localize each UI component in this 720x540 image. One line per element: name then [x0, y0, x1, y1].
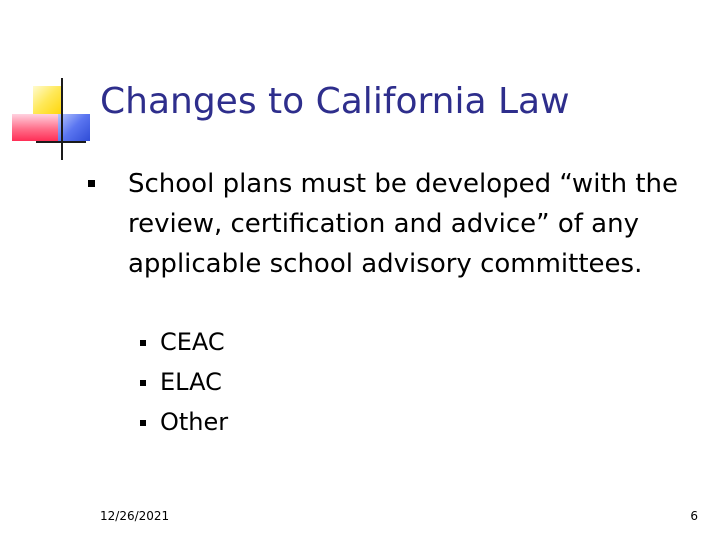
- bullet-square-icon: [140, 420, 146, 426]
- footer-date: 12/26/2021: [100, 509, 170, 523]
- title-decoration: [0, 0, 110, 170]
- horizontal-line-decoration: [36, 141, 86, 143]
- sub-bullet-label: Other: [160, 408, 229, 436]
- sub-bullet-item: [140, 362, 228, 402]
- page-number: 6: [690, 509, 698, 523]
- sub-bullet-list: [140, 322, 228, 442]
- bullet-square-icon: [140, 340, 146, 346]
- sub-bullet-label: ELAC: [160, 368, 222, 396]
- sub-bullet-label: CEAC: [160, 328, 225, 356]
- vertical-line-decoration: [61, 78, 63, 160]
- sub-bullet-item: [140, 402, 228, 442]
- main-bullet-text: School plans must be developed “with the review, certification and advice” of any applicable school advisory committees.: [128, 169, 679, 279]
- slide-title: Changes to California Law: [100, 81, 570, 122]
- sub-bullet-item: [140, 322, 228, 362]
- yellow-square-decoration: [33, 86, 63, 116]
- red-square-decoration: [12, 114, 58, 141]
- bullet-square-icon: [88, 180, 95, 187]
- bullet-square-icon: [140, 380, 146, 386]
